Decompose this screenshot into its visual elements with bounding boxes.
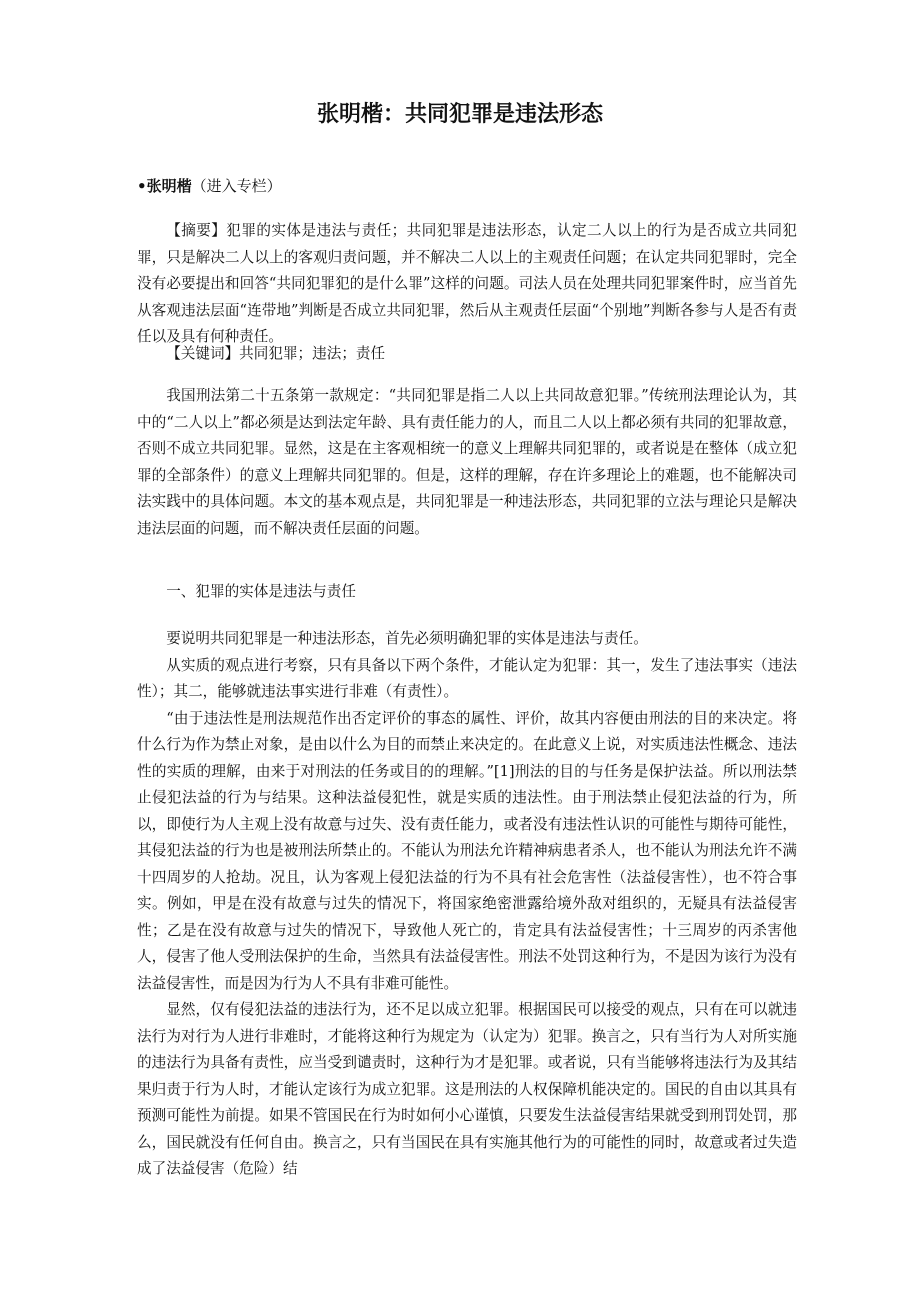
author-bullet: • (137, 177, 147, 195)
section-paragraph: “由于违法性是刑法规范作出否定评价的事态的属性、评价，故其内容便由刑法的目的来决定。将什么行为作为禁止对象，是由以什么为目的而禁止来决定的。在此意义上说，对实质违法性概念、违法性的实质的理解，由来于对刑法的任务或目的的理解。”[1]刑法的目的与任务是保护法益。所以刑法禁止侵犯法益的行为与结果。这种法益侵犯性，就是实质的违法性。由于刑法禁止侵犯法益的行为，所以，即使行为人主观上没有故意与过失、没有责任能力，或者没有违法性认识的可能性与期待可能性，其侵犯法益的行为也是被刑法所禁止的。不能认为刑法允许精神病患者杀人，也不能认为刑法允许不满十四周岁的人抢劫。况且，认为客观上侵犯法益的行为不具有社会危害性（法益侵害性），也不符合事实。例如，甲是在没有故意与过失的情况下，将国家绝密泄露给境外敌对组织的，无疑具有法益侵害性；乙是在没有故意与过失的情况下，导致他人死亡的，肯定具有法益侵害性；十三周岁的丙杀害他人，侵害了他人受刑法保护的生命，当然具有法益侵害性。刑法不处罚这种行为，不是因为该行为没有法益侵害性，而是因为行为人不具有非难可能性。 (137, 709, 797, 992)
enter-column-link[interactable]: （进入专栏） (191, 177, 282, 195)
section-paragraph: 从实质的观点进行考察，只有具备以下两个条件，才能认定为犯罪：其一，发生了违法事实（违法性）；其二，能够就违法事实进行非难（有责性）。 (137, 656, 797, 700)
section-paragraph: 要说明共同犯罪是一种违法形态，首先必须明确犯罪的实体是违法与责任。 (166, 630, 648, 647)
author-line (137, 173, 282, 199)
keywords-paragraph: 【关键词】共同犯罪；违法；责任 (166, 345, 386, 362)
author-name[interactable]: 张明楷 (146, 177, 192, 195)
abstract-paragraph: 【摘要】犯罪的实体是违法与责任；共同犯罪是违法形态，认定二人以上的行为是否成立共同犯罪，只是解决二人以上的客观归责问题，并不解决二人以上的主观责任问题；在认定共同犯罪时，完全没有必要提出和回答“共同犯罪犯的是什么罪”这样的问题。司法人员在处理共同犯罪案件时，应当首先从客观违法层面“连带地”判断是否成立共同犯罪，然后从主观责任层面“个别地”判断各参与人是否有责任以及具有何种责任。 (137, 222, 797, 345)
article-title: 张明楷：共同犯罪是违法形态 (316, 102, 603, 127)
section-body (137, 626, 797, 1183)
section-paragraph: 显然，仅有侵犯法益的违法行为，还不足以成立犯罪。根据国民可以接受的观点，只有在可以就违法行为对行为人进行非难时，才能将这种行为规定为（认定为）犯罪。换言之，只有当行为人对所实施的违法行为具备有责性，应当受到谴责时，这种行为才是犯罪。或者说，只有当能够将违法行为及其结果归责于行为人时，才能认定该行为成立犯罪。这是刑法的人权保障机能决定的。国民的自由以其具有预测可能性为前提。如果不管国民在行为时如何小心谨慎，只要发生法益侵害结果就受到刑罚处罚，那么，国民就没有任何自由。换言之，只有当国民在具有实施其他行为的可能性的同时，故意或者过失造成了法益侵害（危险）结 (137, 1001, 797, 1177)
intro-paragraph: 我国刑法第二十五条第一款规定：“共同犯罪是指二人以上共同故意犯罪。”传统刑法理论认为，其中的“二人以上”都必须是达到法定年龄、具有责任能力的人，而且二人以上都必须有共同的犯罪故意，否则不成立共同犯罪。显然，这是在主客观相统一的意义上理解共同犯罪的，或者说是在整体（成立犯罪的全部条件）的意义上理解共同犯罪的。但是，这样的理解，存在许多理论上的难题，也不能解决司法实践中的具体问题。本文的基本观点是，共同犯罪是一种违法形态，共同犯罪的立法与理论只是解决违法层面的问题，而不解决责任层面的问题。 (137, 387, 797, 537)
section-heading: 一、犯罪的实体是违法与责任 (166, 583, 356, 600)
